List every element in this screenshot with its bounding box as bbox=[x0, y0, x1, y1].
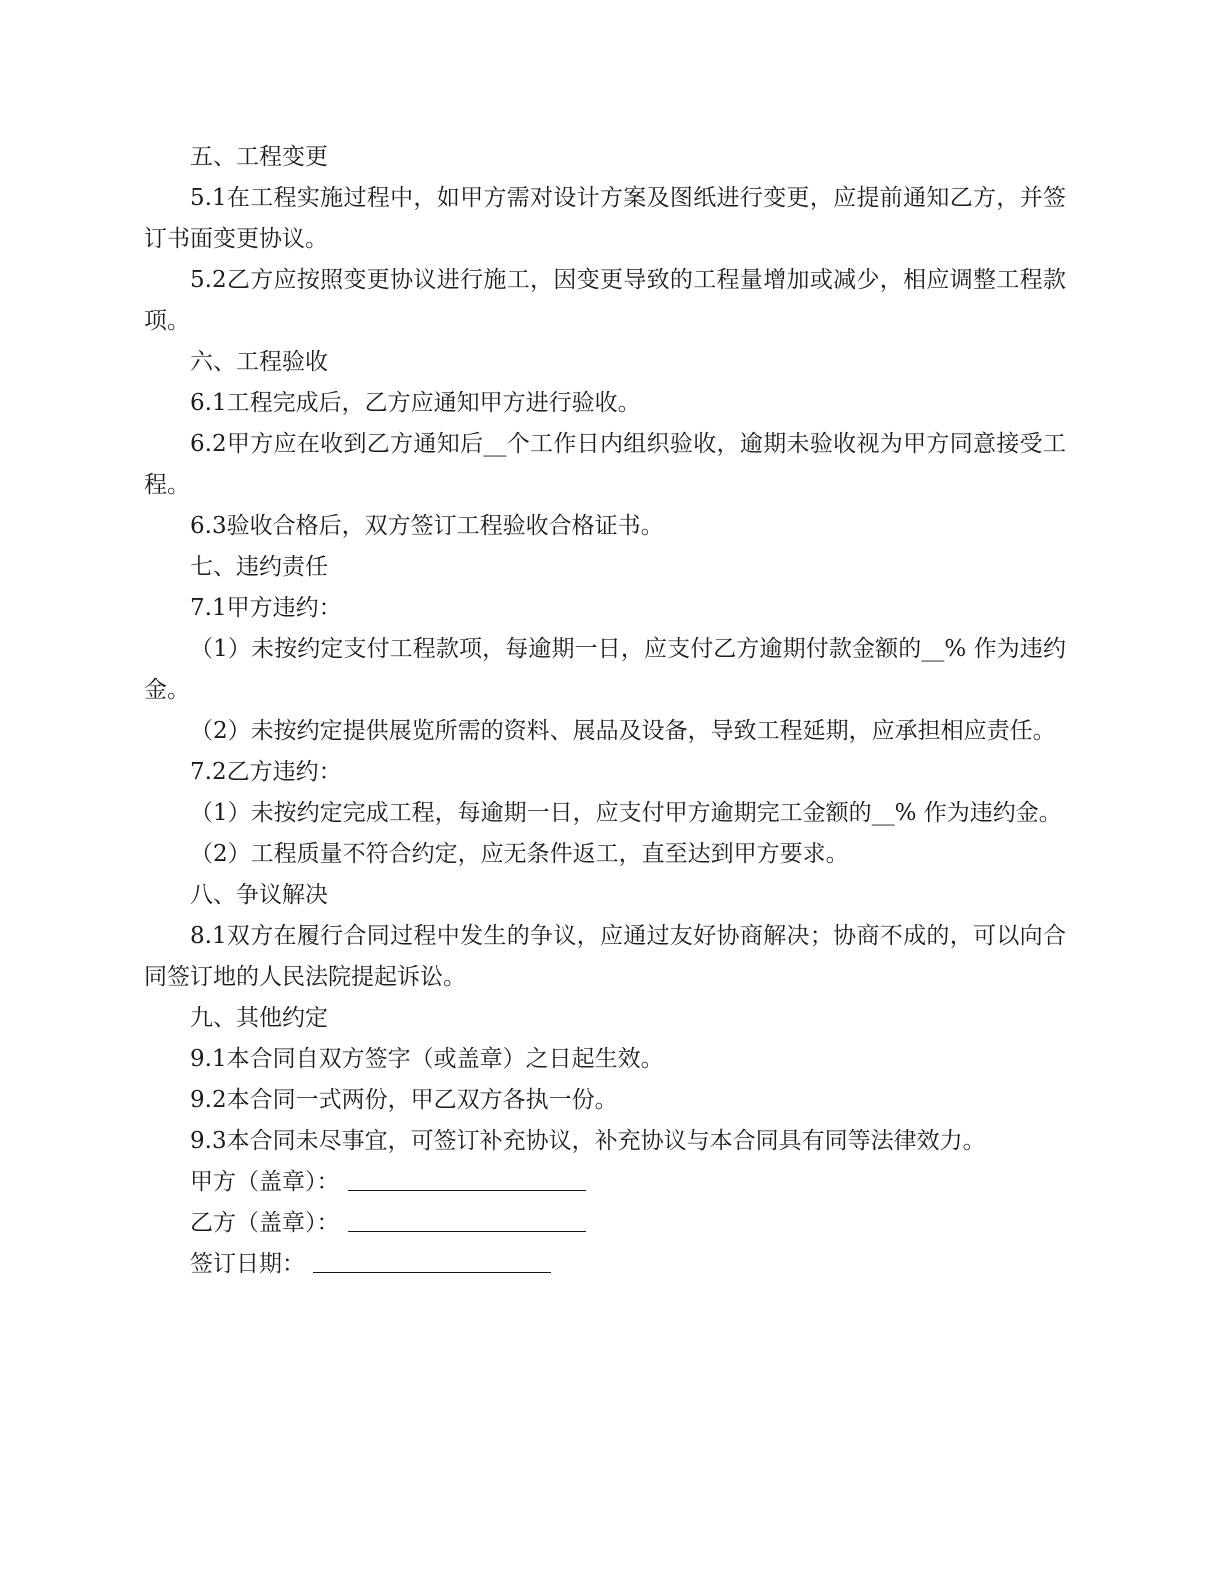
clause-paragraph: 6.1工程完成后，乙方应通知甲方进行验收。 bbox=[190, 390, 641, 416]
signature-party-a-line bbox=[348, 1168, 586, 1191]
signing-date bbox=[144, 1244, 1066, 1285]
clause-paragraph: 5.2乙方应按照变更协议进行施工，因变更导致的工程量增加或减少，相应调整工程款项。 bbox=[144, 267, 1066, 334]
signature-party-b-line bbox=[348, 1209, 586, 1232]
section-heading: 六、工程验收 bbox=[190, 349, 328, 375]
signature-party-a bbox=[144, 1162, 1066, 1203]
section-heading: 七、违约责任 bbox=[190, 554, 328, 580]
clause-paragraph: 9.1本合同自双方签字（或盖章）之日起生效。 bbox=[190, 1046, 664, 1072]
clause-paragraph: 5.1在工程实施过程中，如甲方需对设计方案及图纸进行变更，应提前通知乙方，并签订书面变更协议。 bbox=[144, 185, 1066, 252]
clause-paragraph: （1）未按约定支付工程款项，每逾期一日，应支付乙方逾期付款金额的__% 作为违约金。 bbox=[144, 636, 1066, 703]
clause-paragraph: 8.1双方在履行合同过程中发生的争议，应通过友好协商解决；协商不成的，可以向合同签订地的人民法院提起诉讼。 bbox=[144, 923, 1066, 990]
signing-date-line bbox=[313, 1250, 551, 1273]
signature-party-b bbox=[144, 1203, 1066, 1244]
clause-paragraph: （1）未按约定完成工程，每逾期一日，应支付甲方逾期完工金额的__% 作为违约金。 bbox=[190, 800, 1062, 826]
contract-body bbox=[144, 137, 1066, 1285]
clause-paragraph: 7.1甲方违约： bbox=[190, 595, 342, 621]
signature-party-a-label: 甲方（盖章）： bbox=[190, 1169, 340, 1195]
clause-paragraph: （2）工程质量不符合约定，应无条件返工，直至达到甲方要求。 bbox=[190, 841, 849, 867]
clause-paragraph: （2）未按约定提供展览所需的资料、展品及设备，导致工程延期，应承担相应责任。 bbox=[190, 718, 1056, 744]
section-heading: 八、争议解决 bbox=[190, 882, 328, 908]
signature-party-b-label: 乙方（盖章）： bbox=[190, 1210, 340, 1236]
section-heading: 五、工程变更 bbox=[190, 144, 328, 170]
clause-paragraph: 9.2本合同一式两份，甲乙双方各执一份。 bbox=[190, 1087, 618, 1113]
section-heading: 九、其他约定 bbox=[190, 1005, 328, 1031]
clause-paragraph: 6.3验收合格后，双方签订工程验收合格证书。 bbox=[190, 513, 664, 539]
clause-paragraph: 7.2乙方违约： bbox=[190, 759, 342, 785]
clause-paragraph: 6.2甲方应在收到乙方通知后__个工作日内组织验收，逾期未验收视为甲方同意接受工程。 bbox=[144, 431, 1066, 498]
clause-paragraph: 9.3本合同未尽事宜，可签订补充协议，补充协议与本合同具有同等法律效力。 bbox=[190, 1128, 986, 1154]
signing-date-label: 签订日期： bbox=[190, 1251, 305, 1277]
